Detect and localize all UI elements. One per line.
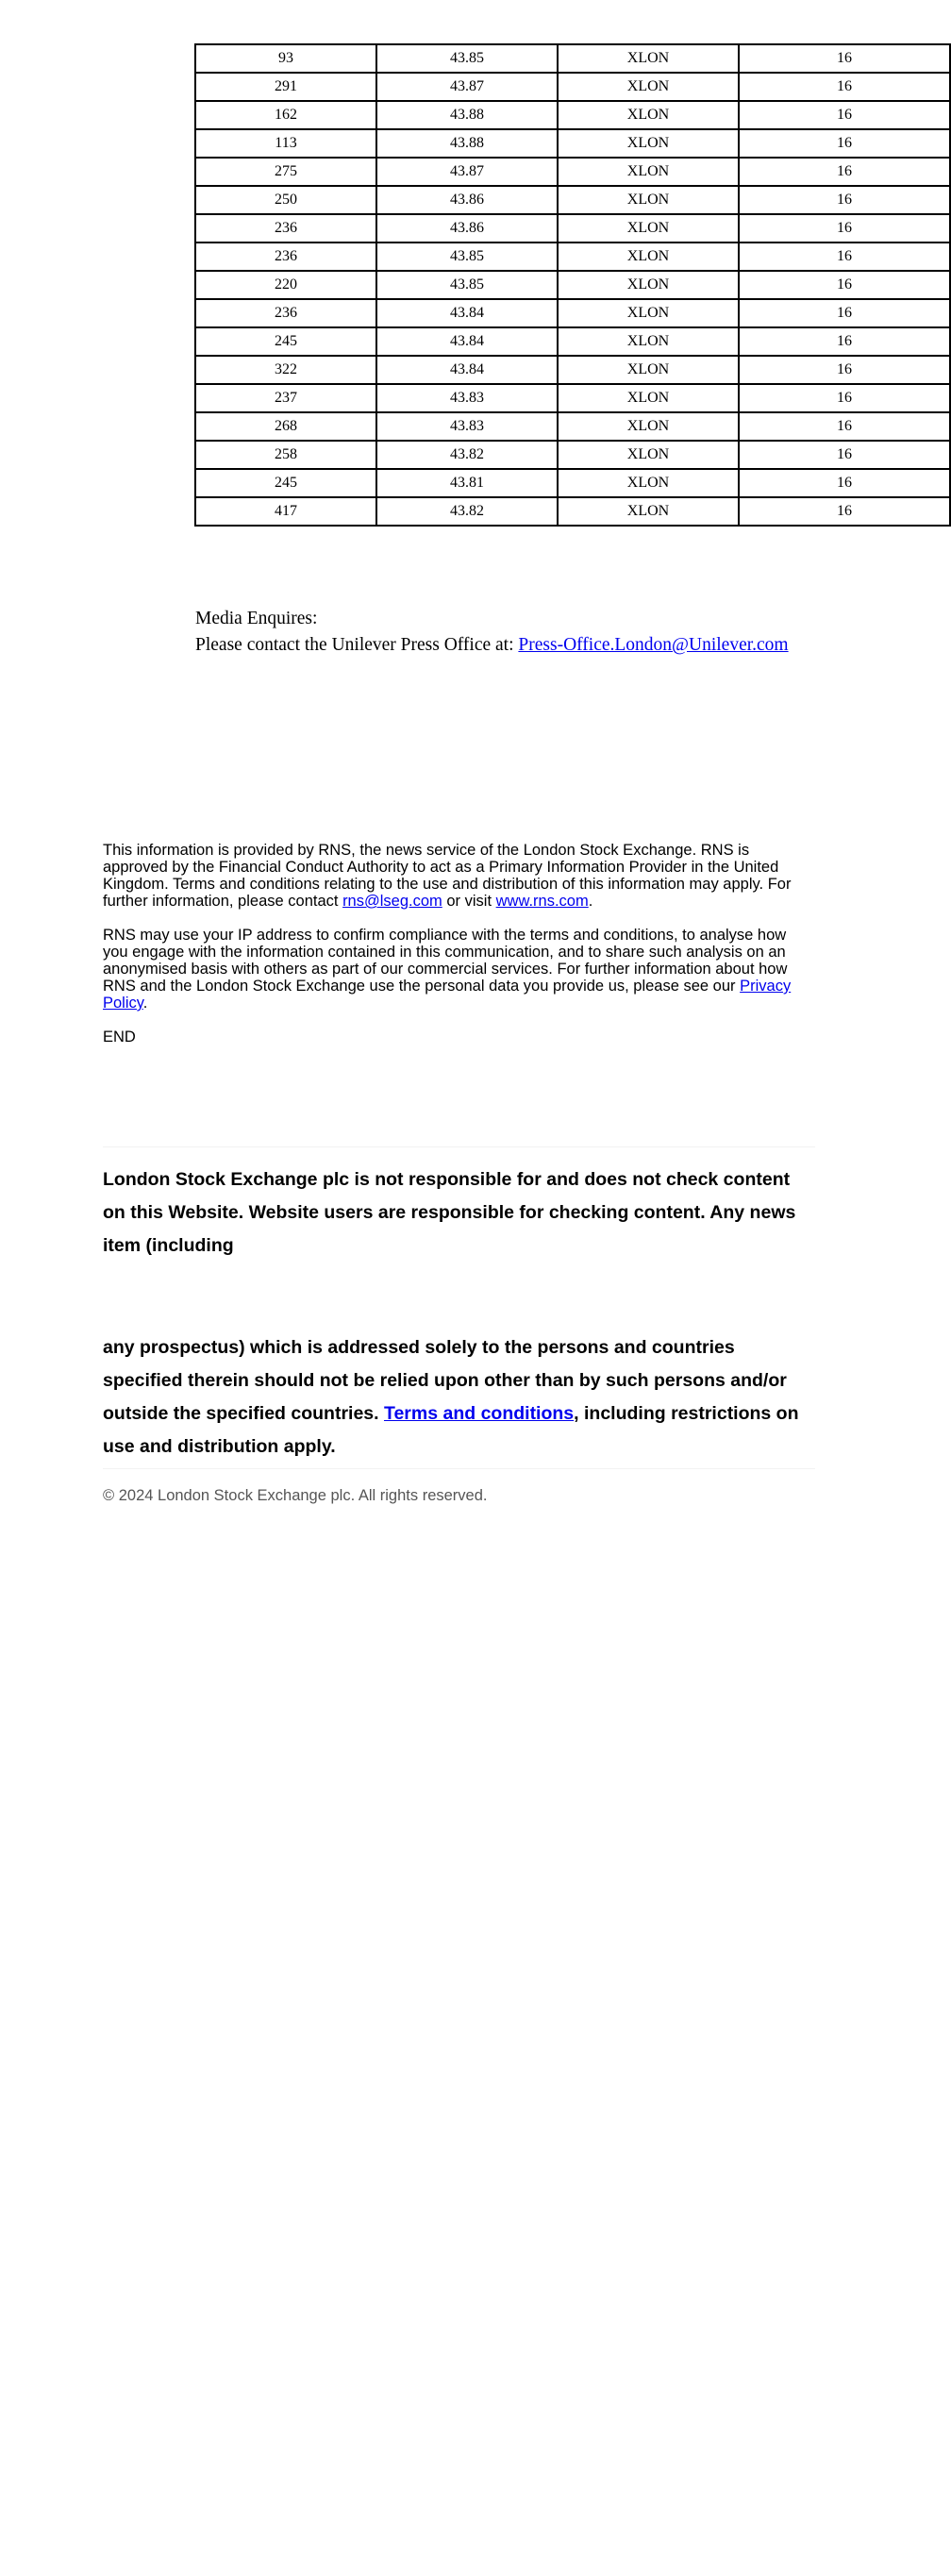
divider-top — [103, 1146, 815, 1147]
media-heading: Media Enquires: — [195, 609, 318, 628]
volume-cell: 291 — [195, 73, 376, 101]
volume-cell: 417 — [195, 497, 376, 526]
volume-cell: 113 — [195, 129, 376, 158]
rns-p2-end: . — [142, 995, 148, 1012]
venue-cell: XLON — [558, 271, 739, 299]
time-cell: 16 — [739, 412, 950, 441]
trades-table-container — [194, 43, 852, 527]
venue-cell: XLON — [558, 73, 739, 101]
disclaimer-text-1: London Stock Exchange plc is not responsible for and does not check content on this Website. Website users are responsible for checking content. Any news item (including — [103, 1169, 796, 1256]
volume-cell: 237 — [195, 384, 376, 412]
table-row — [195, 384, 950, 412]
table-row — [195, 73, 950, 101]
time-cell: 16 — [739, 356, 950, 384]
price-cell: 43.83 — [376, 412, 558, 441]
trades-table-body — [195, 44, 950, 526]
disclaimer-text-2: any prospectus) which is addressed solely to the persons and countries specified therein should not be relied upon other than by such persons and/or outside the specified countries. — [103, 1337, 787, 1424]
price-cell: 43.84 — [376, 356, 558, 384]
time-cell: 16 — [739, 384, 950, 412]
price-cell: 43.88 — [376, 101, 558, 129]
rns-p1-end: . — [588, 893, 593, 910]
price-cell: 43.84 — [376, 299, 558, 327]
venue-cell: XLON — [558, 129, 739, 158]
table-row — [195, 186, 950, 214]
rns-website-link[interactable]: www.rns.com — [495, 893, 589, 910]
table-row — [195, 44, 950, 73]
table-row — [195, 412, 950, 441]
venue-cell: XLON — [558, 101, 739, 129]
rns-notice — [103, 842, 815, 1062]
venue-cell: XLON — [558, 243, 739, 271]
time-cell: 16 — [739, 497, 950, 526]
price-cell: 43.82 — [376, 441, 558, 469]
price-cell: 43.85 — [376, 243, 558, 271]
venue-cell: XLON — [558, 158, 739, 186]
media-contact-line — [195, 632, 789, 659]
volume-cell: 275 — [195, 158, 376, 186]
price-cell: 43.83 — [376, 384, 558, 412]
time-cell: 16 — [739, 186, 950, 214]
media-contact-prefix: Please contact the Unilever Press Office at: — [195, 635, 514, 655]
table-row — [195, 271, 950, 299]
trades-table — [194, 43, 951, 527]
venue-cell: XLON — [558, 299, 739, 327]
venue-cell: XLON — [558, 497, 739, 526]
volume-cell: 236 — [195, 299, 376, 327]
time-cell: 16 — [739, 469, 950, 497]
time-cell: 16 — [739, 73, 950, 101]
lse-disclaimer-part-1 — [103, 1163, 815, 1263]
rns-p1-text: This information is provided by RNS, the news service of the London Stock Exchange. RNS is approved by the Financial Conduct Authority to act as a Primary Information Provider in the United Kingdom. Terms and conditions relating to the use and distribution of this information may apply. For further information, please contact — [103, 842, 792, 910]
price-cell: 43.88 — [376, 129, 558, 158]
time-cell: 16 — [739, 158, 950, 186]
time-cell: 16 — [739, 327, 950, 356]
time-cell: 16 — [739, 299, 950, 327]
time-cell: 16 — [739, 129, 950, 158]
volume-cell: 322 — [195, 356, 376, 384]
volume-cell: 245 — [195, 327, 376, 356]
price-cell: 43.85 — [376, 271, 558, 299]
divider-bottom — [103, 1468, 815, 1469]
venue-cell: XLON — [558, 469, 739, 497]
rns-email-link[interactable]: rns@lseg.com — [342, 893, 442, 910]
table-row — [195, 158, 950, 186]
volume-cell: 250 — [195, 186, 376, 214]
venue-cell: XLON — [558, 327, 739, 356]
venue-cell: XLON — [558, 44, 739, 73]
price-cell: 43.86 — [376, 214, 558, 243]
table-row — [195, 243, 950, 271]
price-cell: 43.85 — [376, 44, 558, 73]
rns-paragraph-2 — [103, 927, 815, 1012]
table-row — [195, 129, 950, 158]
price-cell: 43.87 — [376, 158, 558, 186]
rns-p2-text: RNS may use your IP address to confirm compliance with the terms and conditions, to analyse how you engage with the information contained in this communication, and to share such analysis on an anonymised basis with others as part of our commercial services. For further information about how RNS and the London Stock Exchange use the personal data you provide us, please see our — [103, 927, 788, 995]
venue-cell: XLON — [558, 412, 739, 441]
venue-cell: XLON — [558, 384, 739, 412]
rns-end-marker: END — [103, 1029, 136, 1045]
volume-cell: 162 — [195, 101, 376, 129]
volume-cell: 245 — [195, 469, 376, 497]
table-row — [195, 469, 950, 497]
copyright-notice: © 2024 London Stock Exchange plc. All rights reserved. — [103, 1487, 488, 1504]
privacy-policy-link[interactable]: Privacy Policy — [103, 978, 792, 1012]
lse-disclaimer-part-2 — [103, 1331, 815, 1464]
time-cell: 16 — [739, 441, 950, 469]
time-cell: 16 — [739, 271, 950, 299]
terms-and-conditions-link[interactable]: Terms and conditions — [383, 1403, 575, 1424]
venue-cell: XLON — [558, 186, 739, 214]
volume-cell: 236 — [195, 243, 376, 271]
volume-cell: 93 — [195, 44, 376, 73]
time-cell: 16 — [739, 44, 950, 73]
volume-cell: 220 — [195, 271, 376, 299]
time-cell: 16 — [739, 214, 950, 243]
volume-cell: 258 — [195, 441, 376, 469]
table-row — [195, 101, 950, 129]
table-row — [195, 441, 950, 469]
media-enquiries — [195, 606, 789, 659]
rns-p1-or: or visit — [446, 893, 492, 910]
price-cell: 43.87 — [376, 73, 558, 101]
price-cell: 43.82 — [376, 497, 558, 526]
table-row — [195, 497, 950, 526]
table-row — [195, 356, 950, 384]
volume-cell: 268 — [195, 412, 376, 441]
venue-cell: XLON — [558, 356, 739, 384]
press-office-email-link[interactable]: Press-Office.London@Unilever.com — [518, 635, 789, 655]
disclaimer-text-3: , including restrictions on use and distribution apply. — [103, 1403, 799, 1457]
volume-cell: 236 — [195, 214, 376, 243]
price-cell: 43.81 — [376, 469, 558, 497]
rns-paragraph-1 — [103, 842, 815, 910]
venue-cell: XLON — [558, 214, 739, 243]
venue-cell: XLON — [558, 441, 739, 469]
table-row — [195, 327, 950, 356]
time-cell: 16 — [739, 101, 950, 129]
price-cell: 43.84 — [376, 327, 558, 356]
table-row — [195, 214, 950, 243]
table-row — [195, 299, 950, 327]
price-cell: 43.86 — [376, 186, 558, 214]
time-cell: 16 — [739, 243, 950, 271]
